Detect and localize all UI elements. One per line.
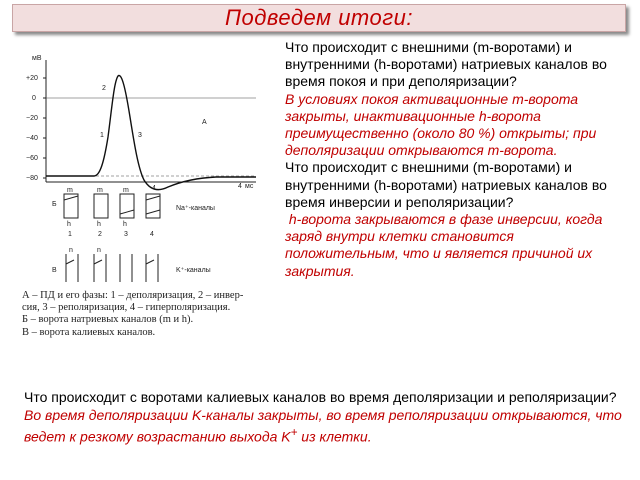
na-channel-gates [64, 194, 160, 218]
gate-h-label: h [67, 221, 71, 228]
x-tick-label: 4 [238, 183, 242, 190]
state-number: 4 [150, 231, 154, 238]
qa-block-bottom [24, 388, 624, 446]
gate-h-label: h [97, 221, 101, 228]
y-tick-label: +20 [26, 75, 38, 82]
na-channels-label: Na⁺-каналы [176, 205, 215, 212]
gate-m-label: m [97, 187, 103, 194]
action-potential-curve [46, 75, 256, 189]
caption-line: В – ворота калиевых каналов. [22, 326, 156, 338]
phase-label: 2 [102, 85, 106, 92]
panel-label-b: Б [52, 201, 57, 208]
y-ticks [26, 75, 46, 182]
k-channel-gates [66, 254, 158, 282]
state-number: 3 [124, 231, 128, 238]
gate-h-label: h [123, 221, 127, 228]
answer-1: В условиях покоя активационные m-ворота закрыты, инактивационные h-ворота преимущественно (около 80 %) открыты; при деполяризации открываются m-ворота. [285, 90, 597, 159]
question-2: Что происходит с внешними (m-воротами) и внутренними (h-воротами) натриевых каналов во время инверсии и реполяризации? [285, 159, 607, 210]
k-channels-label: K⁺-каналы [176, 267, 211, 274]
state-number: 1 [68, 231, 72, 238]
caption-line: Б – ворота натриевых каналов (m и h). [22, 314, 194, 326]
caption-line: А – ПД и его фазы: 1 – деполяризация, 2 – инвер- [22, 290, 244, 301]
slide-title: Подведем итоги: [225, 5, 413, 30]
question-3: Что происходит с воротами калиевых каналов во время деполяризации и реполяризации? [24, 389, 617, 405]
gate-m-label: m [123, 187, 129, 194]
caption-line: сия, 3 – реполяризация, 4 – гиперполяризация. [22, 302, 231, 314]
figure-caption [22, 290, 272, 339]
y-tick-label: −60 [26, 155, 38, 162]
phase-label: 4 [152, 185, 156, 192]
answer-3-text: Во время деполяризации K-каналы закрыты, во время реполяризации открываются, что ведет к резкому возрастанию выхода K [24, 407, 622, 445]
panel-label-a: А [202, 119, 207, 126]
state-number: 2 [98, 231, 102, 238]
question-1: Что происходит с внешними (m-воротами) и внутренними (h-воротами) натриевых каналов во время покоя и при деполяризации? [285, 39, 607, 90]
answer-3-tail: из клетки. [297, 428, 372, 445]
y-tick-label: −80 [26, 175, 38, 182]
phase-label: 1 [100, 132, 104, 139]
y-tick-label: 0 [32, 95, 36, 102]
gate-m-label: m [67, 187, 73, 194]
y-tick-label: −20 [26, 115, 38, 122]
qa-block-right [285, 39, 630, 280]
answer-2: h-ворота закрываются в фазе инверсии, когда заряд внутри клетки становится положительным, что и является причиной их закрытия. [285, 211, 607, 279]
slide-title-bar [12, 4, 626, 32]
y-unit-label: мВ [32, 55, 42, 62]
gate-n-label: n [97, 247, 101, 254]
answer-3 [24, 406, 624, 446]
x-unit-label: мс [245, 183, 254, 190]
panel-label-v: В [52, 267, 57, 274]
y-tick-label: −40 [26, 135, 38, 142]
gate-n-label: n [69, 247, 73, 254]
phase-label: 3 [138, 132, 142, 139]
potassium-charge-sup: + [290, 426, 298, 439]
